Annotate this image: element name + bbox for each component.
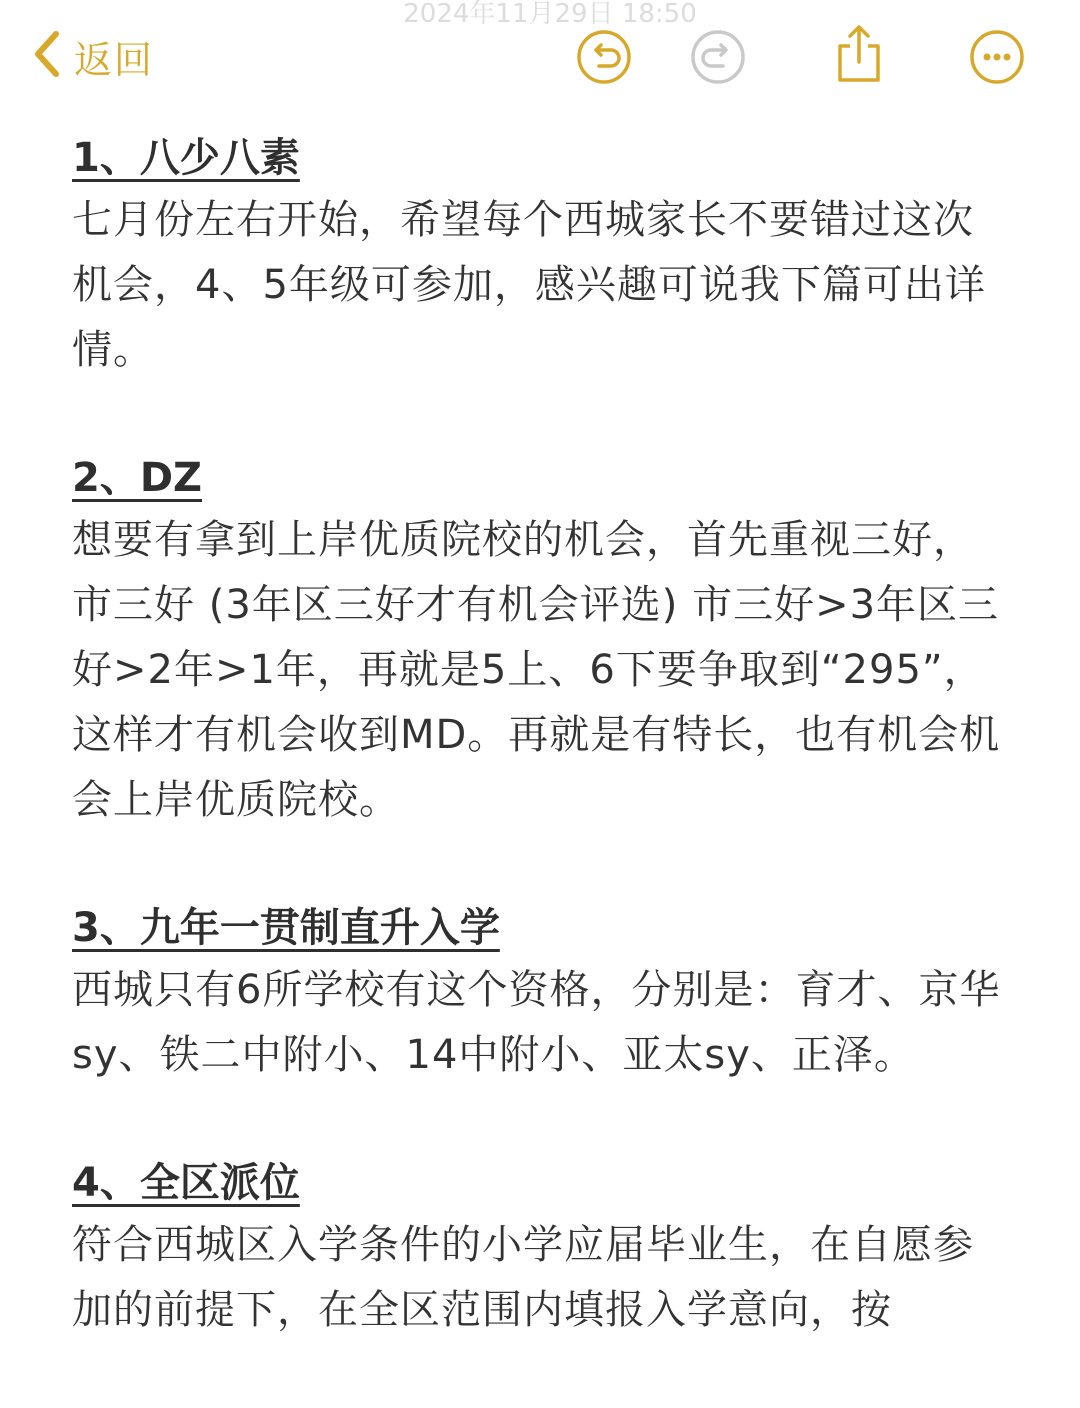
note-section (72, 1153, 1002, 1343)
chevron-left-icon (30, 28, 64, 84)
note-section (72, 898, 1002, 1088)
note-body[interactable] (72, 128, 1002, 1408)
section-heading: 2、DZ (72, 455, 203, 501)
share-icon (830, 22, 888, 86)
section-text: 想要有拿到上岸优质院校的机会，首先重视三好，市三好 (3年区三好才有机会评选) 市三好>3年区三好>2年>1年，再就是5上、6下要争取到“295”，这样才有机会收到MD。再就是有特长，也有机会机会上岸优质院校。 (72, 517, 1001, 823)
section-text: 符合西城区入学条件的小学应届毕业生，在自愿参加的前提下，在全区范围内填报入学意向，按 (72, 1222, 974, 1333)
section-text: 西城只有6所学校有这个资格，分别是：育才、京华sy、铁二中附小、14中附小、亚太sy、正泽。 (72, 967, 1001, 1078)
section-heading: 1、八少八素 (72, 135, 300, 181)
redo-button[interactable] (689, 28, 747, 86)
note-date: 2024年11月29日 18:50 (403, 0, 697, 28)
undo-button[interactable] (575, 28, 633, 86)
section-heading: 4、全区派位 (72, 1160, 300, 1206)
undo-icon (575, 28, 633, 86)
back-label: 返回 (74, 37, 155, 82)
section-heading: 3、九年一贯制直升入学 (72, 905, 500, 951)
more-button[interactable] (968, 28, 1026, 86)
note-section (72, 128, 1002, 383)
back-button[interactable] (30, 28, 154, 84)
more-icon (968, 28, 1026, 86)
note-toolbar (0, 0, 1080, 110)
share-button[interactable] (830, 22, 888, 86)
note-section (72, 448, 1002, 833)
redo-icon (689, 28, 747, 86)
section-text: 七月份左右开始，希望每个西城家长不要错过这次机会，4、5年级可参加，感兴趣可说我下篇可出详情。 (72, 197, 986, 373)
